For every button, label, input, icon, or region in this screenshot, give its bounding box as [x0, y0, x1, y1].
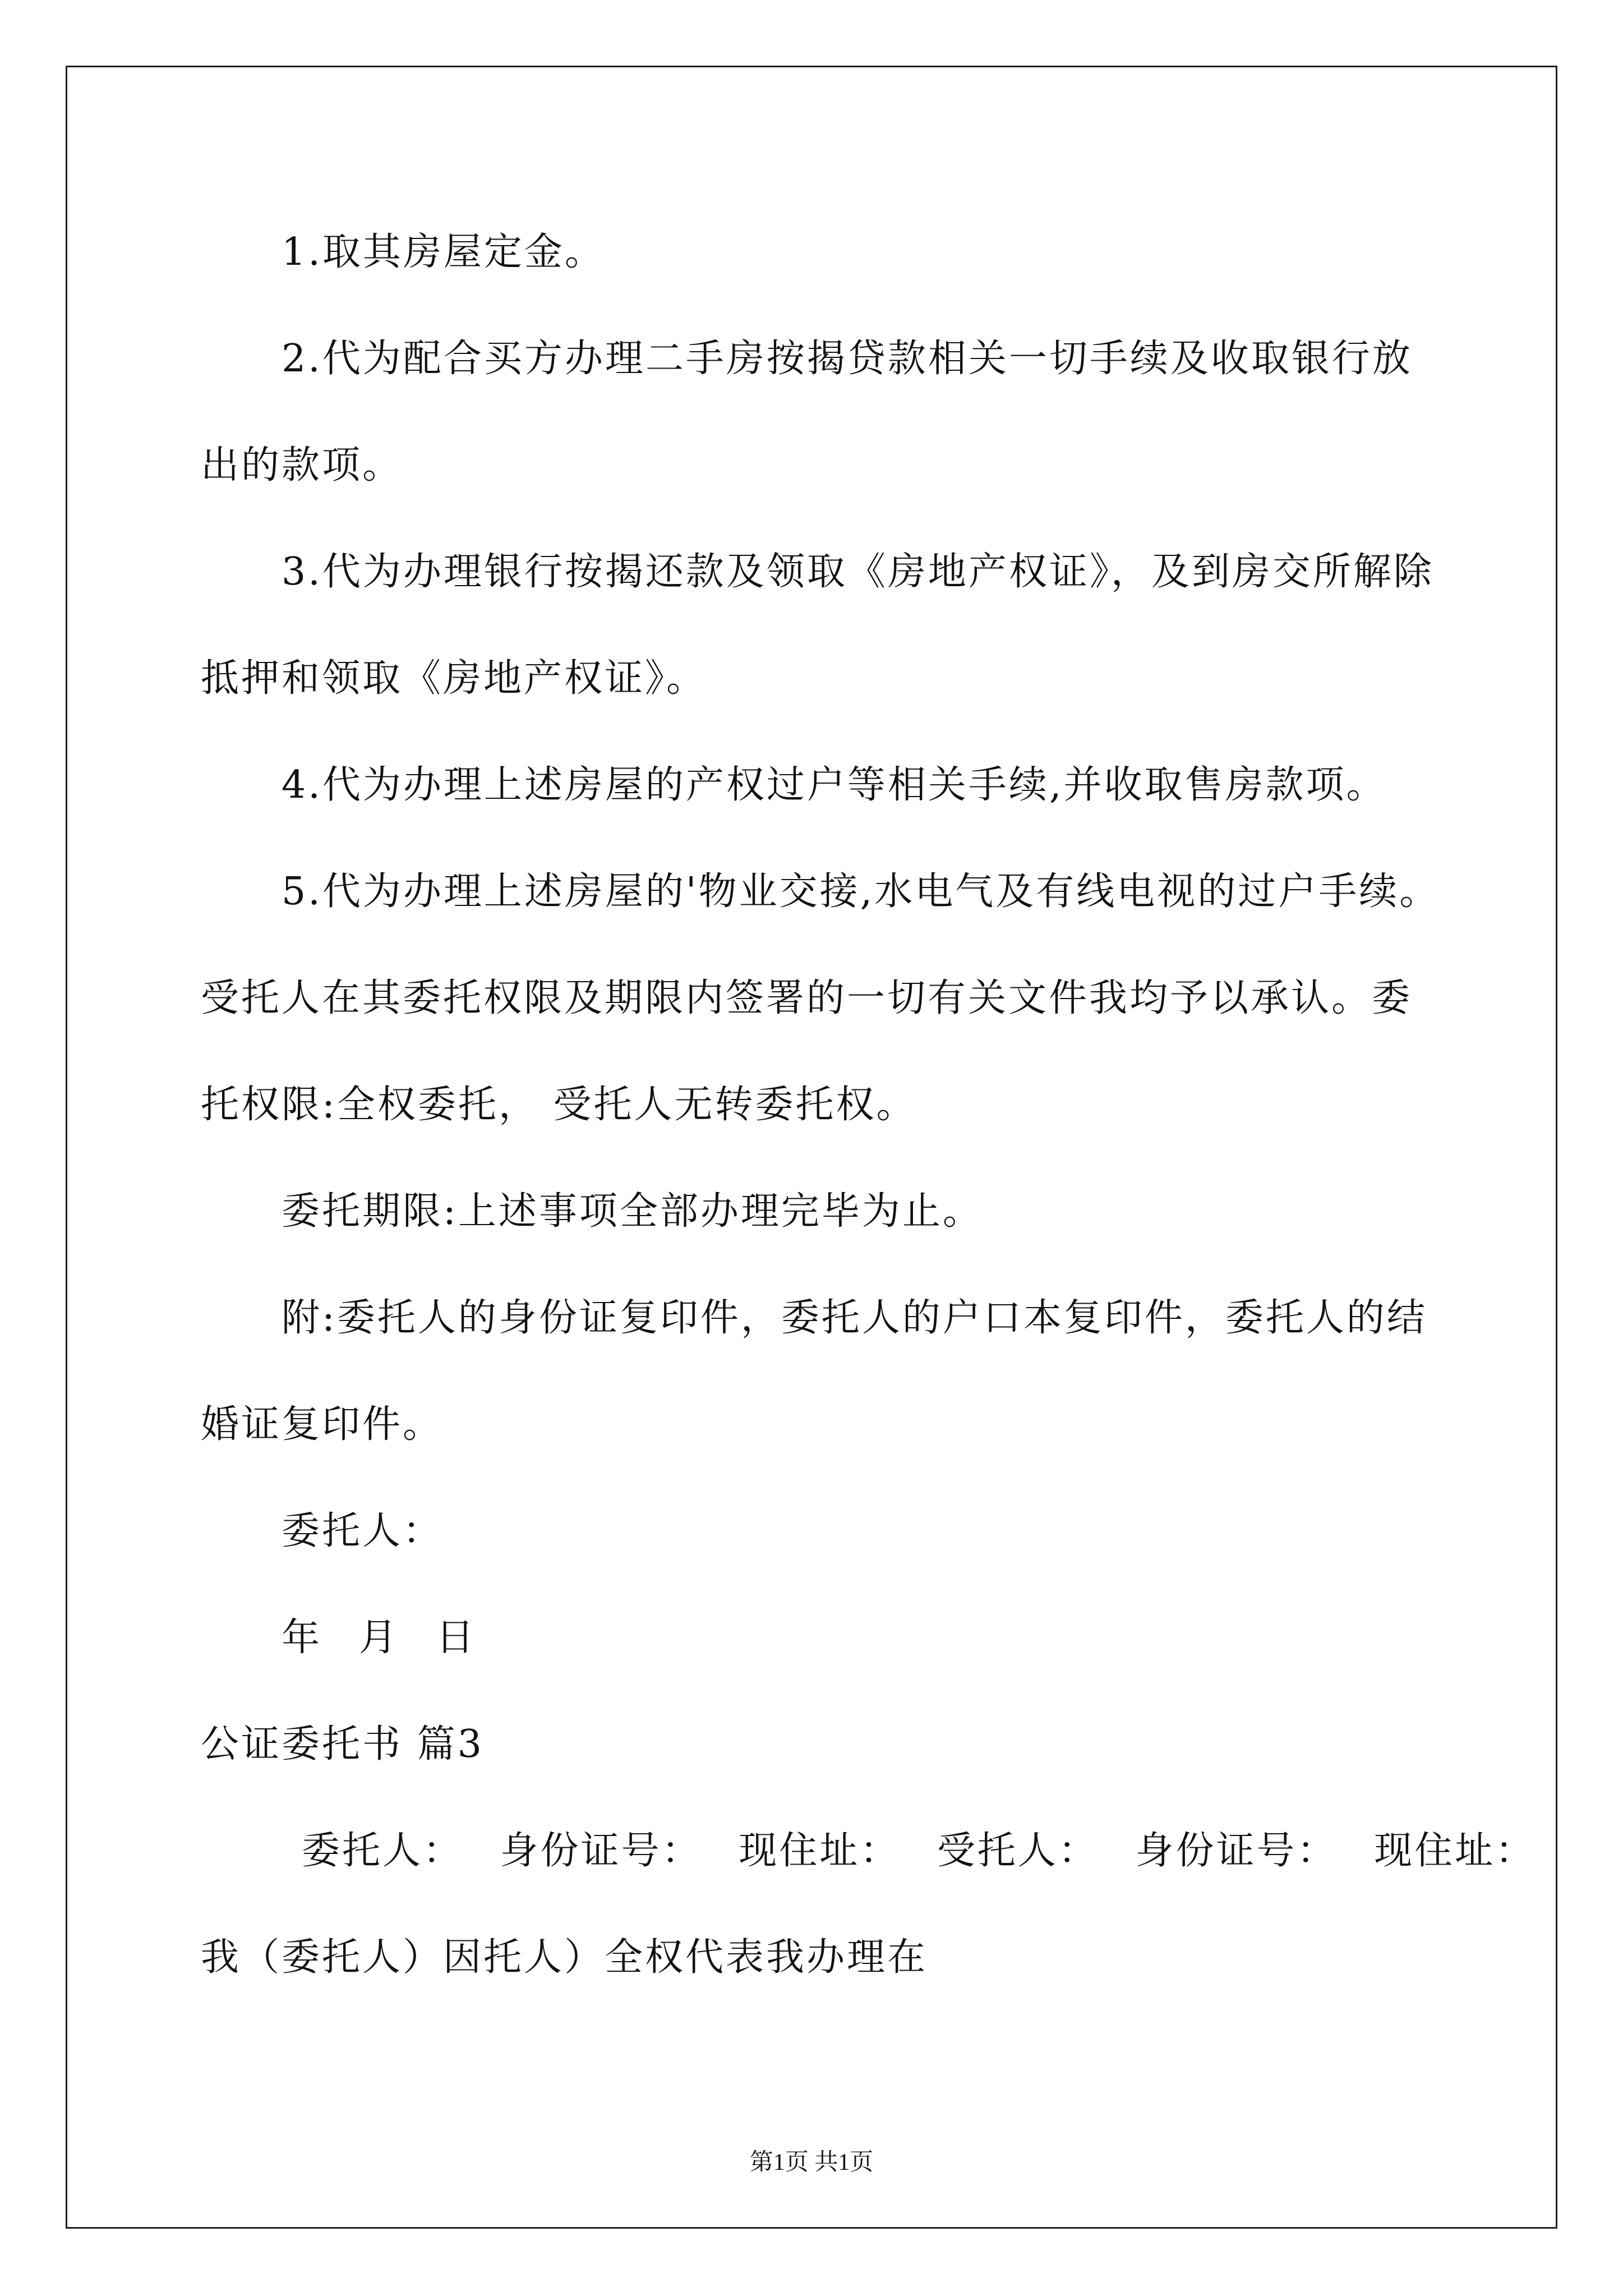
authorization-statement: 我（委托人）因托人）全权代表我办理在: [201, 1935, 928, 1980]
section-heading: 公证委托书 篇3: [201, 1722, 484, 1766]
paragraph-acknowledgement-line-1: 受托人在其委托权限及期限内签署的一切有关文件我均予以承认。委: [201, 976, 1413, 1020]
paragraph-item-4: 4.代为办理上述房屋的产权过户等相关手续,并收取售房款项。: [282, 763, 1387, 807]
parties-fields: 委托人： 身份证号： 现住址： 受托人： 身份证号： 现住址：: [302, 1829, 1536, 1873]
paragraph-term: 委托期限:上述事项全部办理完毕为止。: [282, 1189, 983, 1234]
page-number-footer: 第1页 共1页: [749, 2150, 874, 2175]
paragraph-attachments-line-2: 婚证复印件。: [201, 1402, 444, 1447]
signature-principal: 委托人：: [282, 1509, 444, 1553]
page-border: [66, 66, 1557, 2229]
paragraph-item-2-line-2: 出的款项。: [201, 443, 403, 487]
paragraph-item-3-line-2: 抵押和领取《房地产权证》。: [201, 656, 707, 701]
paragraph-item-3-line-1: 3.代为办理银行按揭还款及领取《房地产权证》，及到房交所解除: [282, 550, 1434, 594]
paragraph-item-2-line-1: 2.代为配合买方办理二手房按揭贷款相关一切手续及收取银行放: [282, 337, 1413, 381]
paragraph-item-5: 5.代为办理上述房屋的'物业交接,水电气及有线电视的过户手续。: [282, 869, 1440, 914]
signature-date: 年 月 日: [282, 1616, 477, 1660]
paragraph-item-1: 1.取其房屋定金。: [282, 230, 605, 274]
paragraph-attachments-line-1: 附:委托人的身份证复印件，委托人的户口本复印件，委托人的结: [282, 1296, 1427, 1340]
paragraph-acknowledgement-line-2: 托权限:全权委托， 受托人无转委托权。: [201, 1083, 917, 1127]
